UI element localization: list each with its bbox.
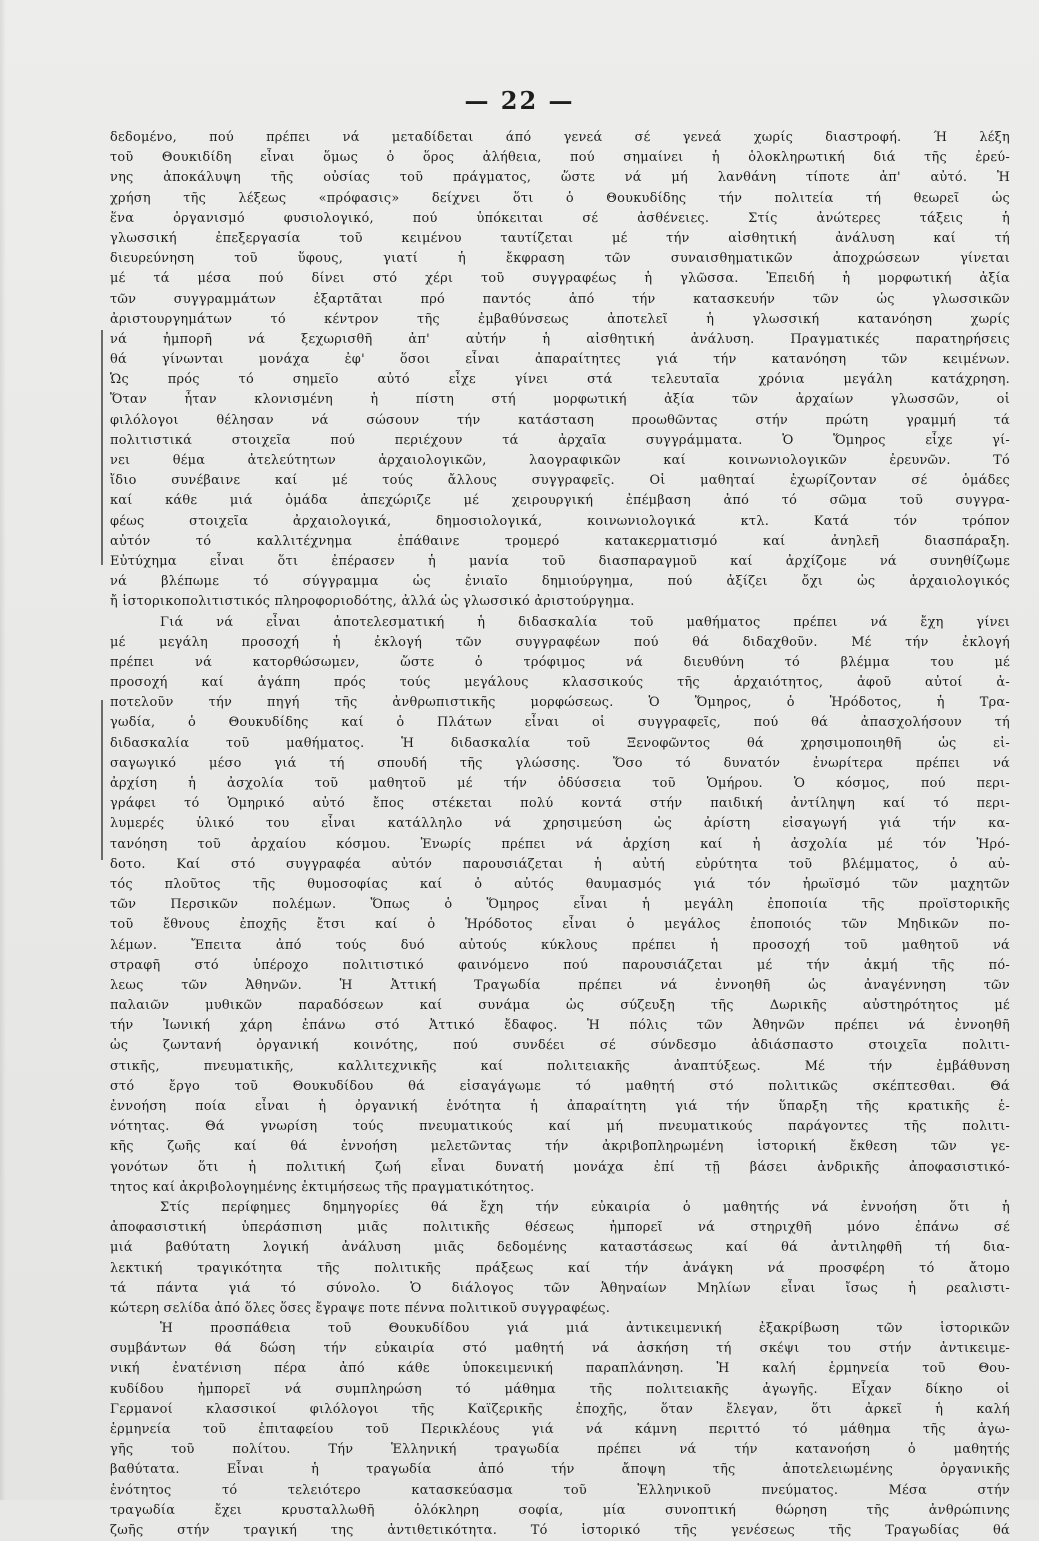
margin-mark-line	[101, 330, 103, 565]
text-line: πρέπει νά κατορθώσωμεν, ὥστε ὁ τρόφιμος νά διευθύνη τό βλέμμα του μέ	[110, 654, 1010, 670]
text-line: νει θέμα ἀτελεύτητων ἀρχαιολογικῶν, λαογραφικῶν καί κοινωνιολογικῶν ἐρευνῶν. Τό	[110, 453, 1010, 468]
text-line: ζωῆς στήν τραγική της ἀντιθετικότητα. Τό ἱστορικό τῆς γενέσεως τῆς Τραγωδίας θά	[110, 1522, 1010, 1538]
text-line: ἑρμηνεία τοῦ ἐπιταφείου τοῦ Περικλέους γιά νά κάμνη περιττό τό μάθημα τῆς ἀγω-	[110, 1422, 1010, 1437]
text-line: φιλόλογοι θέλησαν νά σώσουν τήν κατάσταση προωθῶντας στήν πρώτη γραμμή τά	[110, 412, 1010, 428]
text-line: θά γίνωνται μονάχα ἐφ' ὅσοι εἶναι ἀπαραίτητες γιά τήν κατανόηση τῶν κειμένων.	[110, 352, 1010, 368]
text-line: ἐννοήση ποία εἶναι ἡ ὀργανική ἑνότητα ἡ ἀπαραίτητη γιά τήν ὕπαρξη τῆς κρατικῆς ἑ-	[110, 1099, 1010, 1114]
text-line: ἀριστουργημάτων τό κέντρον τῆς ἐμβαθύνσεως ἀποτελεῖ ἡ γλωσσική κατανόηση χωρίς	[110, 311, 1010, 327]
text-line: φέως στοιχεῖα ἀρχαιολογικά, δημοσιολογικά, κοινωνιολογικά κτλ. Κατά τόν τρόπον	[110, 513, 1010, 529]
text-line: στικῆς, πνευματικῆς, καλλιτεχνικῆς καί πολιτειακῆς ἀναπτύξεως. Μέ τήν ἐμβάθυνση	[110, 1058, 1010, 1074]
text-line: ἀρχίση ἡ ἀσχολία τοῦ μαθητοῦ μέ τήν ὀδύσσεια τοῦ Ὁμήρου. Ὁ κόσμος, πού περι-	[110, 776, 1010, 791]
text-line: ἴδιο συνέβαινε καί μέ τούς ἄλλους συγγραφεῖς. Οἱ μαθηταί ἐχωρίζονταν σέ ὁμάδες	[110, 473, 1010, 489]
text-line: μιά βαθύτατη λογική ἀνάλυση μιᾶς δεδομένης καταστάσεως καί θά ἀντιληφθῆ τή δια-	[110, 1240, 1010, 1256]
text-line: γράφει τό Ὁμηρικό αὐτό ἔπος στέκεται πολύ κοντά στήν παιδική ἀντίληψη καί τό περι-	[110, 796, 1010, 812]
text-line: ὡς ζωντανή ὀργανική κοινότης, πού συνδέει σέ σύνδεσμο ἀδιάσπαστο στοιχεῖα πολιτι-	[110, 1038, 1010, 1054]
text-line: γωδία, ὁ Θουκυδίδης καί ὁ Πλάτων εἶναι οἱ συγγραφεῖς, πού θά ἀπασχολήσουν τή	[110, 715, 1010, 731]
text-line: λεως τῶν Ἀθηνῶν. Ἡ Ἀττική Τραγωδία πρέπει νά ἐννοηθῆ ὡς ἀναγέννηση τῶν	[110, 977, 1010, 993]
text-line: νά ἠμπορῆ νά ξεχωρισθῆ ἀπ' αὐτήν ἡ αἰσθητική ἀνάλυση. Πραγματικές παρατηρήσεις	[110, 331, 1010, 347]
page-number: — 22 —	[464, 86, 575, 115]
text-line: μέ τά μέσα πού δίνει στό χέρι τοῦ συγγραφέως ἡ γλῶσσα. Ἐπειδή ἡ μορφωτική ἀξία	[110, 271, 1010, 287]
text-line: ἀποφασιστική ὑπεράσπιση μιᾶς πολιτικῆς θέσεως ἠμπορεῖ νά στηριχθῆ μόνο ἐπάνω σέ	[110, 1220, 1010, 1236]
text-line: Ὡς πρός τό σημεῖο αὐτό εἶχε γίνει στά τελευταῖα χρόνια μεγάλη κατάχρηση.	[110, 372, 1010, 388]
text-line: τῶν συγγραμμάτων ἐξαρτᾶται πρό παντός ἀπό τήν κατασκευήν τῶν ὡς γλωσσικῶν	[110, 291, 1010, 307]
text-line: νά βλέπωμε τό σύγγραμμα ὡς ἑνιαῖο δημιούργημα, πού ἀξίζει ὄχι ὡς ἀρχαιολογικός	[110, 574, 1010, 590]
text-line: μέ μεγάλη προσοχή ἡ ἐκλογή τῶν συγγραφέων πού θά διδαχθοῦν. Μέ τήν ἐκλογή	[110, 634, 1010, 650]
text-line: δεδομένο, πού πρέπει νά μεταδίδεται άπό γενεά σέ γενεά χωρίς διαστροφή. Ή λέξη	[110, 130, 1010, 145]
text-line: Γερμανοί κλασσικοί φιλόλογοι τῆς Καϊζερικῆς ἐποχῆς, ὅταν ἔλεγαν, ὅτι ἀρκεῖ ἡ καλή	[110, 1401, 1010, 1417]
text-line: κῆς ζωῆς καί θά ἐννοήση μελετῶντας τήν ἀκριβοπληρωμένη ἱστορική ἔκθεση τῶν γε-	[110, 1139, 1010, 1155]
text-line: βαθύτατα. Εἶναι ἡ τραγωδία ἀπό τήν ἄποψη τῆς ἀποτελειωμένης ὀργανικῆς	[110, 1462, 1010, 1478]
text-line: Γιά νά εἶναι ἀποτελεσματική ἡ διδασκαλία τοῦ μαθήματος πρέπει νά ἔχη γίνει	[160, 614, 1010, 630]
text-line: προσοχή καί ἀγάπη πρός τούς μεγάλους κλασσικούς τῆς ἀρχαιότητος, ἀφοῦ αὐτοί ἀ-	[110, 675, 1010, 691]
text-line: δοτο. Καί στό συγγραφέα αὐτόν παρουσιάζεται ἡ αὐτή εὐρύτητα τοῦ βλέμματος, ὁ αὐ-	[110, 856, 1010, 872]
text-line: διευρεύνηση τοῦ ὕφους, γιατί ἡ ἔκφραση τῶν συναισθηματικῶν ἀποχρώσεων γίνεται	[110, 251, 1010, 267]
margin-mark-line	[101, 700, 103, 860]
text-line: τητος καί ἀκριβολογημένης ἐκτιμήσεως τῆς πραγματικότητος.	[110, 1179, 535, 1195]
text-line: γονότων ὅτι ἡ πολιτική ζωή εἶναι δυνατή μονάχα ἐπί τῇ βάσει ἀνδρικῆς ἀποφασιστικό-	[110, 1159, 1010, 1175]
text-line: καί κάθε μιά ὁμάδα ἀπεχώριζε μέ χειρουργική ἐπέμβαση ἀπό τό σῶμα τοῦ συγγρα-	[110, 493, 1010, 509]
text-line: λέμων. Ἔπειτα ἀπό τούς δυό αὐτούς κύκλους πρέπει ἡ προσοχή τοῦ μαθητοῦ νά	[110, 937, 1010, 953]
text-line: διδασκαλία τοῦ μαθήματος. Ἡ διδασκαλία τοῦ Ξενοφῶντος θά χρησιμοποιηθῆ ὡς εἰ-	[110, 735, 1010, 751]
text-line: λυμερές ὑλικό του εἶναι κατάλληλο νά χρησιμεύση ὡς ἀρίστη εἰσαγωγή γιά τήν κα-	[110, 816, 1010, 832]
text-line: χρήση τῆς λέξεως «πρόφασις» δείχνει ὅτι ὁ Θουκυδίδης τήν πολιτεία τή θεωρεῖ ὡς	[110, 190, 1010, 206]
text-line: αὐτόν τό καλλιτέχνημα ἐπάθαινε τρομερό κατακερματισμό καί ἀνηλεῆ διασπάραξη.	[110, 533, 1010, 549]
text-line: τραγωδία ἔχει κρυσταλλωθῆ ὁλόκληρη σοφία, μία συνοπτική θώρηση τῆς ἀνθρώπινης	[110, 1502, 1010, 1518]
text-line: ἑνότητος τό τελειότερο κατασκεύασμα τοῦ Ἑλληνικοῦ πνεύματος. Μέσα στήν	[110, 1482, 1010, 1498]
text-line: τήν Ἰωνική χάρη ἐπάνω στό Ἀττικό ἔδαφος. Ἡ πόλις τῶν Ἀθηνῶν πρέπει νά ἐννοηθῆ	[110, 1018, 1010, 1034]
text-line: γλωσσική ἐπεξεργασία τοῦ κειμένου ταυτίζεται μέ τήν αἰσθητική ἀνάλυση καί τή	[110, 230, 1010, 246]
text-line: τοῦ ἔθνους ἐποχῆς ἔτσι καί ὁ Ἡρόδοτος εἶναι ὁ μεγάλος ἐποποιός τῶν Μηδικῶν πο-	[110, 917, 1010, 933]
text-line: Ὅταν ἦταν κλονισμένη ἡ πίστη στή μορφωτική ἀξία τῶν ἀρχαίων γλωσσῶν, οἱ	[110, 392, 1010, 408]
text-line: ἤ ἱστορικοπολιτιστικός πληροφοριοδότης, ἀλλά ὡς γλωσσικό ἀριστούργημα.	[110, 594, 635, 610]
text-line: κώτερη σελίδα ἀπό ὅλες ὅσες ἔγραψε ποτε πέννα πολιτικοῦ συγγραφέως.	[110, 1300, 611, 1316]
text-line: τανόηση τοῦ ἀρχαίου κόσμου. Ἐνωρίς πρέπει νά ἀρχίση καί ἡ ἀσχολία μέ τόν Ἡρό-	[110, 836, 1010, 852]
text-line: σαγωγικό μέσο γιά τή σπουδή τῆς γλώσσης. Ὅσο τό δυνατόν ἐνωρίτερα πρέπει νά	[110, 755, 1010, 771]
text-line: κυδίδου ἠμπορεῖ νά συμπληρώση τό μάθημα τῆς πολιτειακῆς ἀγωγῆς. Εἶχαν δίκηο οἱ	[110, 1381, 1010, 1397]
text-line: λεκτική τραγικότητα τῆς πολιτικῆς πράξεως καί τήν ἀνάγκη νά προσφέρη τό ἄτομο	[110, 1260, 1010, 1276]
text-line: τῶν Περσικῶν πολέμων. Ὅπως ὁ Ὅμηρος εἶναι ἡ μεγάλη ἐποποιία τῆς προϊστορικῆς	[110, 897, 1010, 913]
text-line: Στίς περίφημες δημηγορίες θά ἔχη τήν εὐκαιρία ὁ μαθητής νά ἐννοήση ὅτι ἡ	[160, 1199, 1010, 1215]
text-line: νική ἐνατένιση πέρα ἀπό κάθε ὑποκειμενική παραπλάνηση. Ἡ καλή ἑρμηνεία τοῦ Θου-	[110, 1361, 1010, 1377]
text-line: Εὐτύχημα εἶναι ὅτι ἐπέρασεν ἡ μανία τοῦ διασπαραγμοῦ καί ἀρχίζομε νά συνηθίζωμε	[110, 553, 1010, 569]
text-line: Ἡ προσπάθεια τοῦ Θουκυδίδου γιά μιά ἀντικειμενική ἐξακρίβωση τῶν ἱστορικῶν	[160, 1321, 1010, 1337]
text-line: συμβάντων θά δώση τήν εὐκαιρία στό μαθητή νά ἀσκήση τή σκέψι του στήν ἀντικειμε-	[110, 1341, 1010, 1357]
text-line: νης ἀποκάλυψη τῆς οὐσίας τοῦ πράγματος, ὥστε νά μή λανθάνη τίποτε ἀπ' αὐτό. Ἡ	[110, 170, 1010, 186]
text-line: πολιτιστικά στοιχεῖα πού περιέχουν τά ἀρχαῖα συγγράμματα. Ὁ Ὅμηρος εἶχε γί-	[110, 432, 1010, 448]
text-line: στραφῆ στό ὑπέροχο πολιτιστικό φαινόμενο πού παρουσιάζεται μέ τήν ἀκμή τῆς πό-	[110, 957, 1010, 973]
text-line: τός πλοῦτος τῆς θυμοσοφίας καί ὁ αὐτός θαυμασμός γιά τόν ἡρωϊσμό τῶν μαχητῶν	[110, 876, 1010, 892]
text-line: παλαιῶν μυθικῶν παραδόσεων καί συνάμα ὡς σύζευξη τῆς Δωρικῆς αὐστηρότητος μέ	[110, 998, 1010, 1014]
body-text	[110, 128, 1010, 1541]
text-line: γῆς τοῦ πολίτου. Τήν Ἑλληνική τραγωδία πρέπει νά τήν κατανοήση ὁ μαθητής	[110, 1442, 1010, 1458]
text-line: ἕνα ὀργανισμό φυσιολογικό, πού ὑπόκειται σέ ἀσθένειες. Στίς ἀνώτερες τάξεις ἡ	[110, 210, 1010, 226]
text-line: νότητας. Θά γνωρίση τούς πνευματικούς καί μή πνευματικούς παράγοντες τῆς πολιτι-	[110, 1119, 1010, 1135]
text-line: ποτελοῦν τήν πηγή τῆς ἀνθρωπιστικῆς μορφώσεως. Ὁ Ὅμηρος, ὁ Ἡρόδοτος, ἡ Τρα-	[110, 695, 1010, 711]
page-edge-shadow	[0, 0, 6, 1500]
text-line: τοῦ Θουκιδίδη εἶναι ὅμως ὁ ὅρος ἀλήθεια, πού σημαίνει ἡ ὁλοκληρωτική διά τῆς ἐρεύ-	[110, 150, 1010, 166]
text-line: στό ἔργο τοῦ Θουκυδίδου θά εἰσαγάγωμε τό μαθητή στό πολιτικῶς σκέπτεσθαι. Θά	[110, 1078, 1010, 1094]
text-line: τά πάντα γιά τό σύνολο. Ὁ διάλογος τῶν Ἀθηναίων Μηλίων εἶναι ἴσως ἡ ρεαλιστι-	[110, 1280, 1010, 1296]
